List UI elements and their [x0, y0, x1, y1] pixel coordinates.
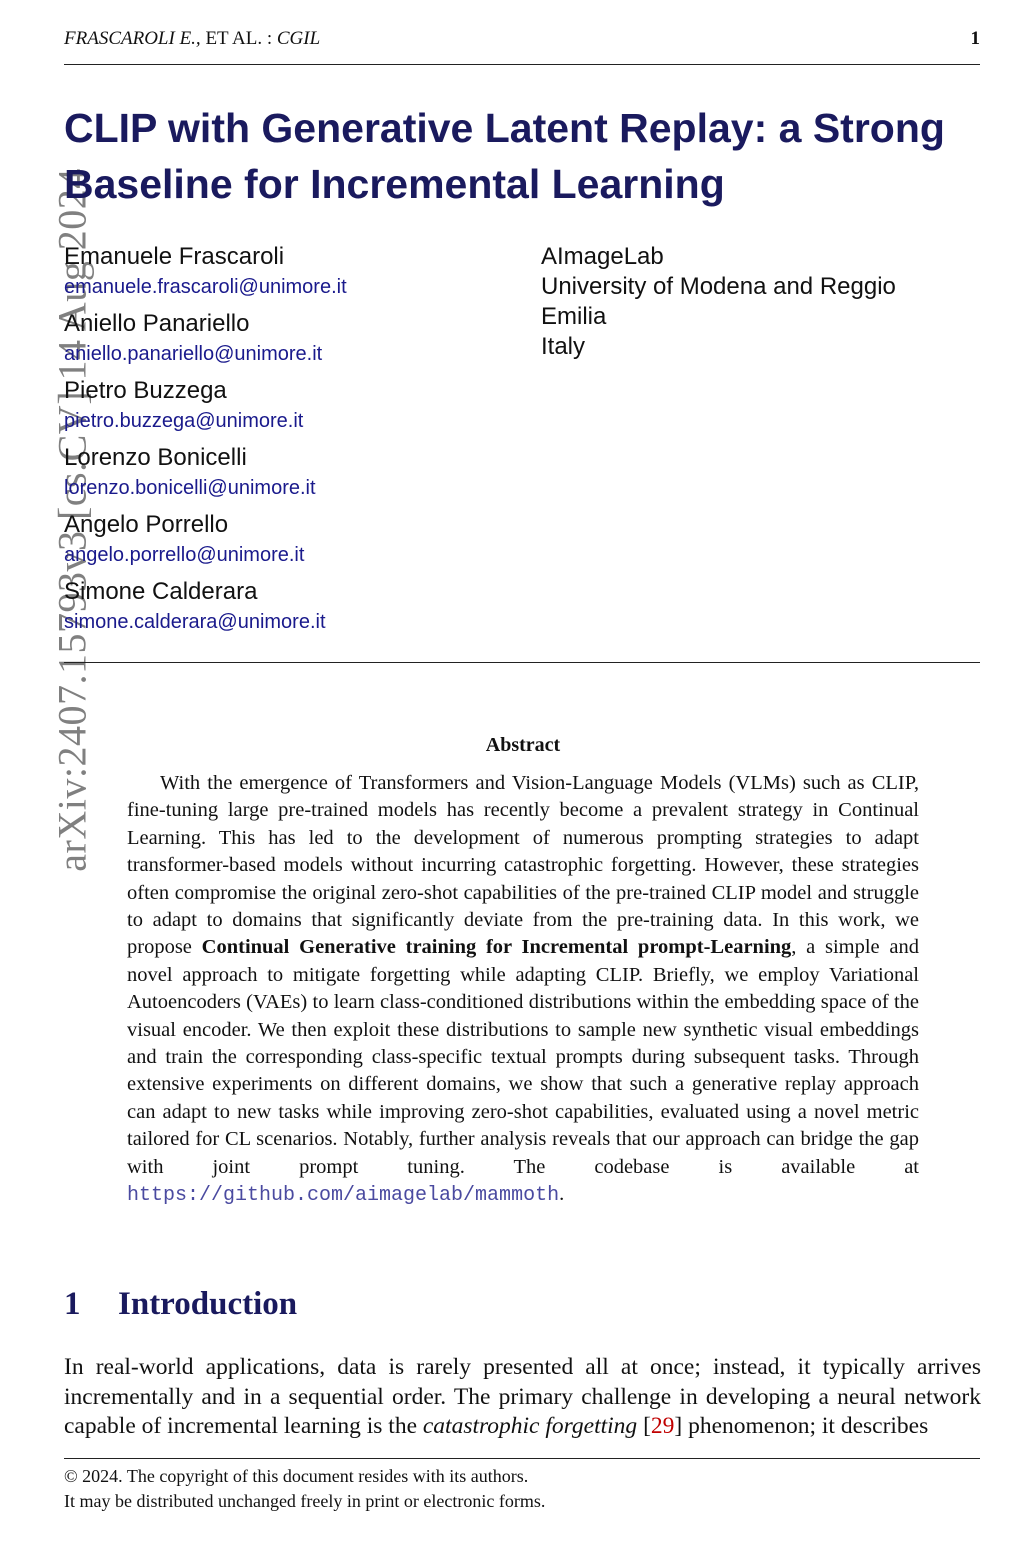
copyright-footer: [64, 1464, 964, 1513]
author-name: Aniello Panariello: [64, 310, 250, 337]
intro-paragraph: In real-world applications, data is rarely presented all at once; instead, it typically arrives incrementally and in a sequential order. The primary challenge in developing a neural network capable of incremental learning is the catastrophic forgetting [29] phenomenon; it describes: [64, 1354, 981, 1440]
author-entry: [64, 376, 524, 436]
author-list: [64, 242, 524, 644]
codebase-link[interactable]: https://github.com/aimagelab/mammoth: [127, 1184, 560, 1208]
arxiv-stamp: arXiv:2407.15793v3 [cs.CV] 14 Aug 2024: [49, 168, 95, 872]
author-email[interactable]: emanuele.frascaroli@unimore.it: [64, 276, 347, 298]
distribution-line: It may be distributed unchanged freely in print or electronic forms.: [64, 1490, 546, 1511]
section-title: Introduction: [118, 1286, 298, 1322]
running-head-authors: FRASCAROLI E., ET AL. : CGIL: [64, 28, 321, 49]
author-email[interactable]: angelo.porrello@unimore.it: [64, 544, 305, 566]
author-email[interactable]: pietro.buzzega@unimore.it: [64, 410, 304, 432]
affiliation: [541, 242, 961, 362]
author-entry: [64, 242, 524, 302]
affiliation-lab: AImageLab: [541, 243, 664, 270]
author-email[interactable]: aniello.panariello@unimore.it: [64, 343, 323, 365]
affiliation-country: Italy: [541, 333, 586, 360]
author-email[interactable]: simone.calderara@unimore.it: [64, 611, 326, 633]
affiliation-region: Emilia: [541, 303, 607, 330]
method-name: Continual Generative training for Incremental prompt-Learning: [201, 936, 792, 959]
author-name: Simone Calderara: [64, 578, 258, 605]
abstract-text: With the emergence of Transformers and Vision-Language Models (VLMs) such as CLIP, fine-tuning large pre-trained models has recently become a prevalent strategy in Continual Learning. This has led to the development of numerous prompting strategies to adapt transformer-based models without incurring catastrophic forgetting. However, these strategies often compromise the original zero-shot capabilities of the pre-trained CLIP model and struggle to adapt to domains that significantly deviate from the pre-training data. In this work, we propose Continual Generative training for Incremental prompt-Learning, a simple and novel approach to mitigate forgetting while adapting CLIP. Briefly, we employ Variational Autoencoders (VAEs) to learn class-conditioned distributions within the embedding space of the visual encoder. We then exploit these distributions to sample new synthetic visual embeddings and train the corresponding class-specific textual prompts during subsequent tasks. Through extensive experiments on different domains, we show that such a generative replay approach can adapt to new tasks while improving zero-shot capabilities, evaluated using a novel metric tailored for CL scenarios. Notably, further analysis reveals that our approach can bridge the gap with joint prompt tuning. The codebase is available at https://github.com/aimagelab/mammoth.: [127, 772, 919, 1208]
author-name: Lorenzo Bonicelli: [64, 444, 247, 471]
footer-divider: [64, 1458, 980, 1459]
page-number: 1: [970, 28, 980, 49]
author-name: Pietro Buzzega: [64, 377, 227, 404]
author-entry: [64, 309, 524, 369]
author-name: Emanuele Frascaroli: [64, 243, 285, 270]
abstract-heading: Abstract: [485, 734, 561, 756]
title-divider: [64, 662, 980, 663]
citation-link[interactable]: 29: [650, 1413, 675, 1440]
running-head: [64, 28, 980, 65]
author-entry: [64, 577, 524, 637]
author-name: Angelo Porrello: [64, 511, 229, 538]
paper-title: CLIP with Generative Latent Replay: a Strong Baseline for Incremental Learning: [64, 105, 945, 207]
section-heading: [64, 1286, 297, 1323]
author-entry: [64, 510, 524, 570]
author-email[interactable]: lorenzo.bonicelli@unimore.it: [64, 477, 316, 499]
author-entry: [64, 443, 524, 503]
copyright-line: © 2024. The copyright of this document resides with its authors.: [64, 1466, 529, 1486]
affiliation-university: University of Modena and Reggio: [541, 273, 896, 300]
section-number: 1: [64, 1286, 81, 1322]
